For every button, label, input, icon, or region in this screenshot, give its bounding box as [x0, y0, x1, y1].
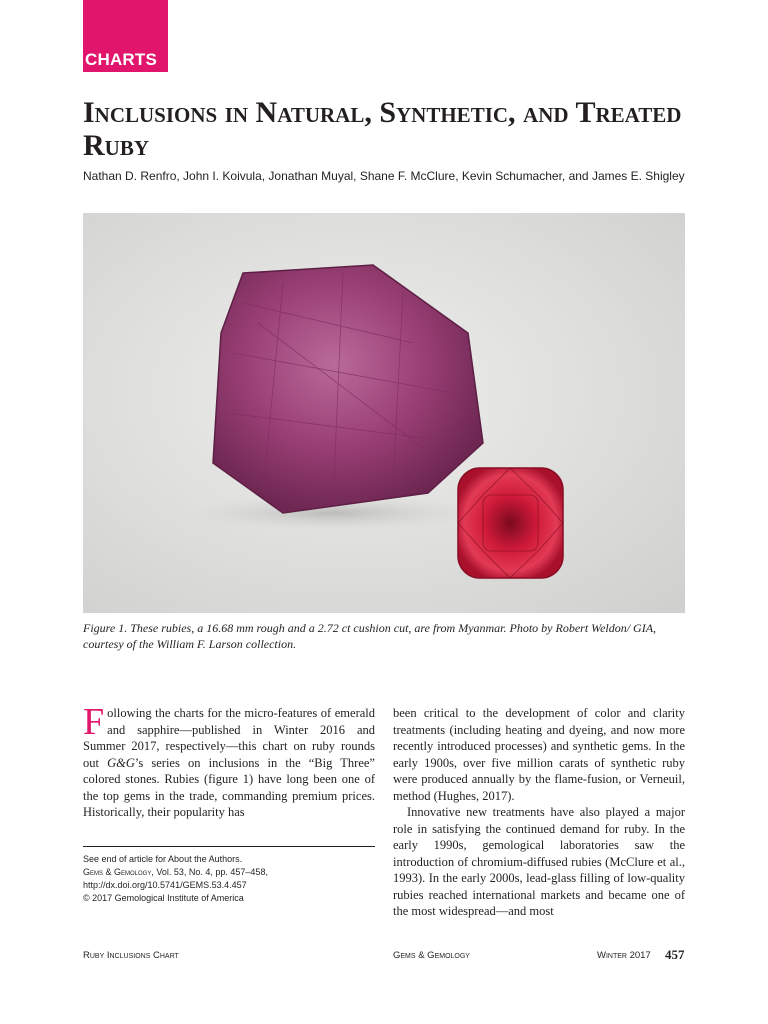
footnote-rule [83, 846, 375, 847]
drop-cap: F [83, 701, 105, 743]
section-tab-label: CHARTS [85, 50, 158, 69]
footer-issue: Winter 2017 [597, 950, 651, 961]
intro-paragraph [83, 701, 375, 821]
footnote-volume: , Vol. 53, No. 4, pp. 457–458, [151, 867, 268, 877]
figure-photo [83, 213, 685, 613]
footnote-citation [83, 866, 383, 879]
paragraph-continued: been critical to the development of color and clarity treatments (including heating and dyeing, and now more recently introduced processes) and synthetic gems. In the early 1900s, over five million carats of synthetic ruby were produced annually by the flame-fusion, or Verneuil, method (Hughes, 2017). [393, 706, 685, 803]
intro-text-part1: ollowing the charts for the micro-features of emerald and sapphire—published in Winter 2016 and Summer 2017, respectively—this chart on ruby rounds out [83, 706, 375, 770]
figure-caption: Figure 1. These rubies, a 16.68 mm rough and a 2.72 ct cushion cut, are from Myanmar. Photo by Robert Weldon/ GIA, courtesy of the William F. Larson collection. [83, 621, 657, 651]
paragraph-treatments: Innovative new treatments have also played a major role in satisfying the continued demand for ruby. In the early 1990s, gemological laboratories saw the introduction of chromium-diffused rubies (McClure et al., 1993). In the early 2000s, lead-glass filling of low-quality rubies reached international markets and became one of the most widespread—and most [393, 805, 685, 918]
cushion-cut-ruby [458, 468, 563, 578]
body-column-left [83, 701, 375, 821]
footnote-authors-note: See end of article for About the Authors. [83, 854, 243, 864]
section-tab [83, 0, 168, 72]
footnote-copyright: © 2017 Gemological Institute of America [83, 893, 244, 903]
intro-text-part2: ’s series on inclusions in the “Big Three” colored stones. Rubies (figure 1) have long been one of the top gems in the trade, commanding premium prices. Historically, their popularity has [83, 755, 375, 819]
footer-left: Ruby Inclusions Chart [83, 950, 179, 961]
footnote [83, 853, 383, 905]
footnote-journal: Gems & Gemology [83, 867, 152, 877]
rough-ruby [213, 265, 483, 513]
footer-journal: Gems & Gemology [393, 950, 470, 961]
footnote-doi-link[interactable]: http://dx.doi.org/10.5741/GEMS.53.4.457 [83, 880, 247, 890]
author-list: Nathan D. Renfro, John I. Koivula, Jonathan Muyal, Shane F. McClure, Kevin Schumacher, and James E. Shigley [83, 169, 685, 183]
journal-abbrev: G&G [107, 755, 135, 770]
ruby-photo-illustration [83, 213, 685, 613]
body-column-right [393, 705, 685, 920]
page-number: 457 [665, 947, 685, 962]
article-title: Inclusions in Natural, Synthetic, and Treated Ruby [83, 96, 682, 162]
